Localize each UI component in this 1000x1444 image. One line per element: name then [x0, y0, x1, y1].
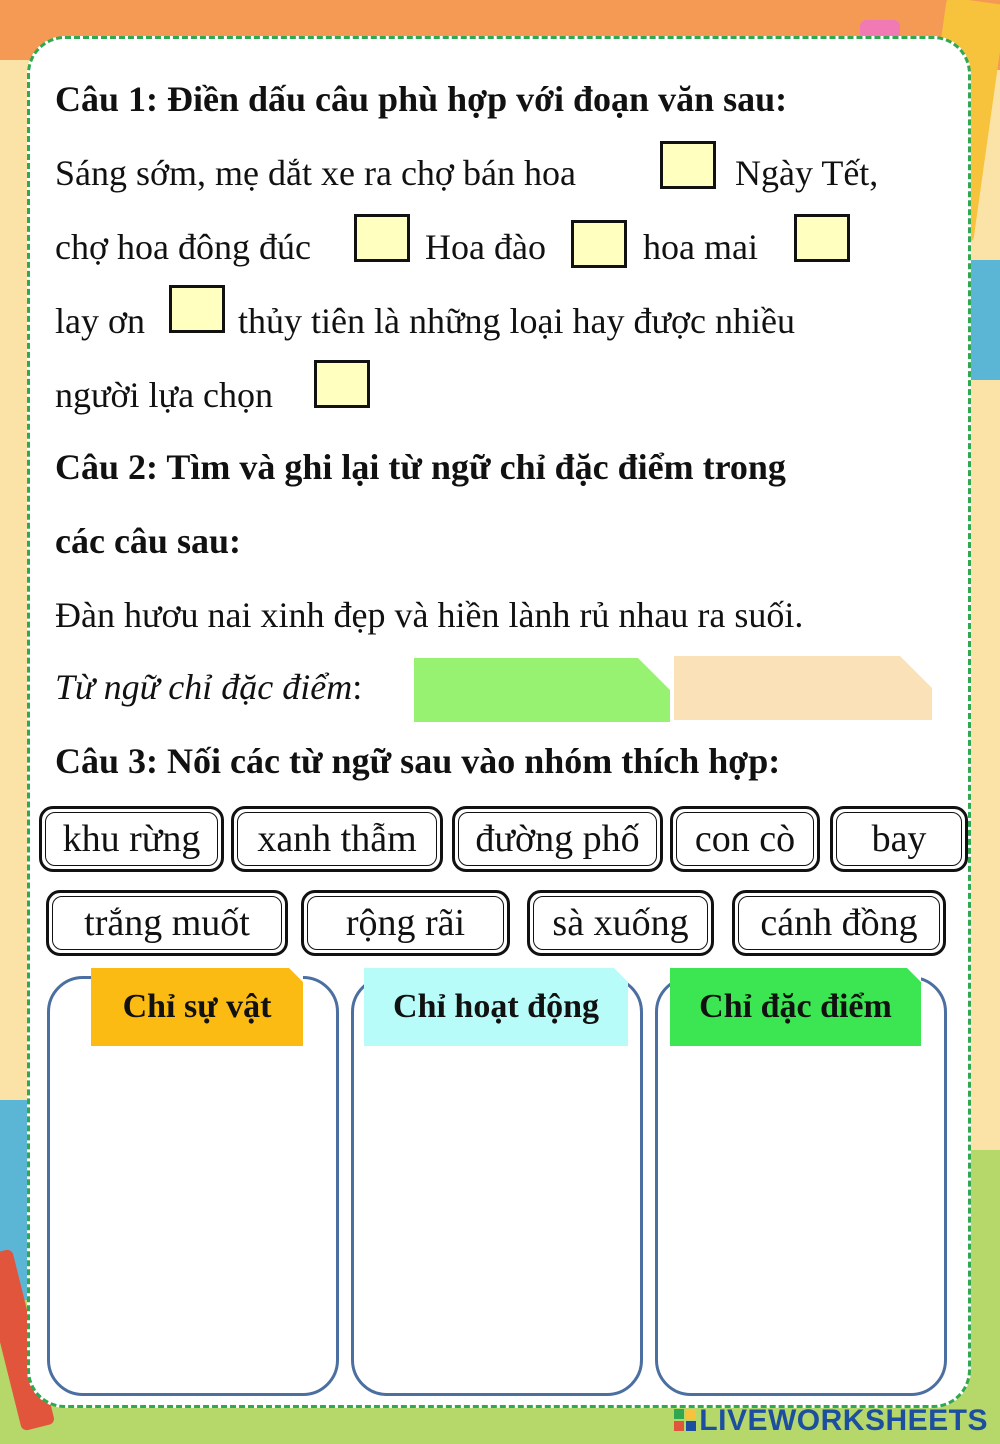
q1-line-3b: thủy tiên là những loại hay được nhiều [238, 301, 795, 341]
question-1-title: Câu 1: Điền dấu câu phù hợp với đoạn văn sau: [55, 79, 788, 119]
word-chip[interactable]: cánh đồng [732, 890, 946, 956]
liveworksheets-logo-icon [674, 1409, 696, 1431]
word-chip[interactable]: trắng muốt [46, 890, 288, 956]
group-label-hoat-dong: Chỉ hoạt động [364, 968, 628, 1046]
word-chip[interactable]: rộng rãi [301, 890, 510, 956]
q1-line-4a: người lựa chọn [55, 375, 274, 415]
q1-line-1b: Ngày Tết, [735, 153, 879, 193]
answer-tag-green[interactable] [414, 658, 670, 722]
question-2-title-cont: các câu sau: [55, 521, 241, 561]
answer-tag-peach[interactable] [674, 656, 932, 720]
q2-answer-label: Từ ngữ chỉ đặc điểm: [55, 667, 363, 707]
liveworksheets-logo[interactable] [674, 1404, 988, 1438]
answer-box[interactable] [571, 220, 627, 268]
answer-box[interactable] [660, 141, 716, 189]
answer-box[interactable] [314, 360, 370, 408]
q1-line-3a: lay ơn [55, 301, 146, 341]
q1-line-2b: Hoa đào [425, 227, 546, 267]
group-label-dac-diem: Chỉ đặc điểm [670, 968, 921, 1046]
logo-text: LIVEWORKSHEETS [699, 1404, 988, 1437]
word-chip[interactable]: con cò [670, 806, 820, 872]
answer-box[interactable] [169, 285, 225, 333]
question-2-title: Câu 2: Tìm và ghi lại từ ngữ chỉ đặc điểm trong [55, 447, 786, 487]
question-3-title: Câu 3: Nối các từ ngữ sau vào nhóm thích hợp: [55, 741, 781, 781]
answer-box[interactable] [794, 214, 850, 262]
q1-line-1a: Sáng sớm, mẹ dắt xe ra chợ bán hoa [55, 153, 576, 193]
word-chip[interactable]: đường phố [452, 806, 663, 872]
q2-sentence: Đàn hươu nai xinh đẹp và hiền lành rủ nhau ra suối. [55, 595, 804, 635]
word-chip[interactable]: sà xuống [527, 890, 714, 956]
answer-box[interactable] [354, 214, 410, 262]
q1-line-2a: chợ hoa đông đúc [55, 227, 311, 267]
word-chip[interactable]: xanh thẫm [231, 806, 443, 872]
q1-line-2c: hoa mai [643, 227, 758, 267]
group-label-su-vat: Chỉ sự vật [91, 968, 303, 1046]
word-chip[interactable]: khu rừng [39, 806, 224, 872]
word-chip[interactable]: bay [830, 806, 968, 872]
